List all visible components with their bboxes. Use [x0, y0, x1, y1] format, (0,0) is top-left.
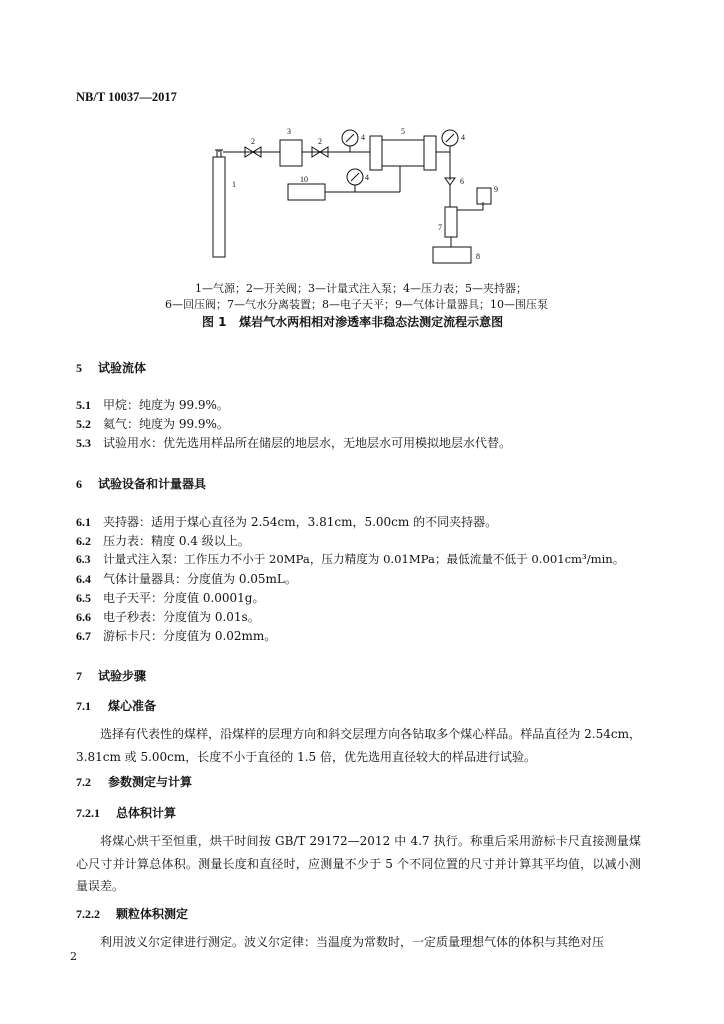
section-6-heading: 6 试验设备和计量器具: [76, 477, 207, 491]
gas-cylinder: [213, 157, 225, 257]
confining-pump: [288, 184, 325, 200]
item-6-3: 6.3 计量式注入泵：工作压力不小于 20MPa，压力精度为 0.01MPa；最低流量不低于 0.001cm³/min。: [76, 552, 625, 566]
item-6-4: 6.4 气体计量器具：分度值为 0.05mL。: [76, 572, 297, 586]
gas-water-separator: [445, 207, 457, 237]
label-6: 6: [460, 177, 464, 186]
label-4c: 4: [365, 173, 369, 182]
paragraph-7-2-1: 将煤心烘干至恒重，烘干时间按 GB/T 29172—2012 中 4.7 执行。称重后采用游标卡尺直接测量煤心尺寸并计算总体积。测量长度和直径时，应测量不少于 5 个不同位置的尺寸并计算其平均值，以减小测量误差。: [76, 834, 641, 893]
item-6-1: 6.1 夹持器：适用于煤心直径为 2.54cm，3.81cm，5.00cm 的不同夹持器。: [76, 515, 498, 529]
item-5-2: 5.2 氦气：纯度为 99.9%。: [76, 417, 229, 431]
item-5-3: 5.3 试验用水：优先选用样品所在储层的地层水，无地层水可用模拟地层水代替。: [76, 436, 512, 450]
label-8: 8: [476, 252, 480, 261]
figure-legend-line1: 1—气源；2—开关阀；3—计量式注入泵；4—压力表；5—夹持器；: [195, 282, 527, 295]
section-5-heading: 5 试验流体: [76, 361, 147, 375]
standard-number-header: NB/T 10037—2017: [76, 90, 177, 104]
label-4b: 4: [461, 133, 465, 142]
item-6-2: 6.2 压力表：精度 0.4 级以上。: [76, 534, 250, 548]
label-10: 10: [300, 175, 308, 184]
section-7-2-heading: 7.2 参数测定与计算: [76, 775, 193, 789]
metering-pump: [280, 140, 302, 166]
label-5: 5: [401, 127, 405, 136]
core-holder: [370, 136, 382, 170]
item-6-7: 6.7 游标卡尺：分度值为 0.02mm。: [76, 629, 277, 643]
figure-title: [202, 313, 503, 330]
electronic-balance: [433, 247, 471, 263]
label-3: 3: [287, 127, 291, 136]
label-9: 9: [494, 185, 498, 194]
flow-diagram: [195, 122, 498, 272]
section-7-2-1-heading: 7.2.1 总体积计算: [76, 806, 177, 820]
paragraph-7-1: 选择有代表性的煤样，沿煤样的层理方向和斜交层理方向各钻取多个煤心样品。样品直径为 2.54cm，3.81cm 或 5.00cm，长度不小于直径的 1.5 倍，优先选用直径较大的样品进行试验。: [76, 727, 641, 764]
section-7-2-2-heading: 7.2.2 颗粒体积测定: [76, 907, 189, 921]
label-4a: 4: [361, 133, 365, 142]
paragraph-7-2-2: 利用波义尔定律进行测定。波义尔定律：当温度为常数时，一定质量理想气体的体积与其绝对压: [100, 935, 605, 949]
section-7-1-heading: 7.1 煤心准备: [76, 699, 157, 713]
figure-legend-line2: 6—回压阀；7—气水分离装置；8—电子天平；9—气体计量器具；10—围压泵: [165, 298, 548, 311]
section-7-heading: 7 试验步骤: [76, 669, 147, 683]
item-6-6: 6.6 电子秒表：分度值为 0.01s。: [76, 610, 260, 624]
label-2a: 2: [251, 137, 255, 146]
item-5-1: 5.1 甲烷：纯度为 99.9%。: [76, 398, 229, 412]
page-number: 2: [70, 950, 77, 963]
gas-meter: [477, 188, 491, 204]
item-6-5: 6.5 电子天平：分度值 0.0001g。: [76, 591, 265, 605]
figure-title-text: 煤岩气水两相相对渗透率非稳态法测定流程示意图: [239, 315, 504, 329]
figure-title-number: 图 1: [202, 315, 227, 329]
label-2b: 2: [318, 137, 322, 146]
label-7: 7: [438, 223, 442, 232]
label-1: 1: [232, 180, 236, 189]
